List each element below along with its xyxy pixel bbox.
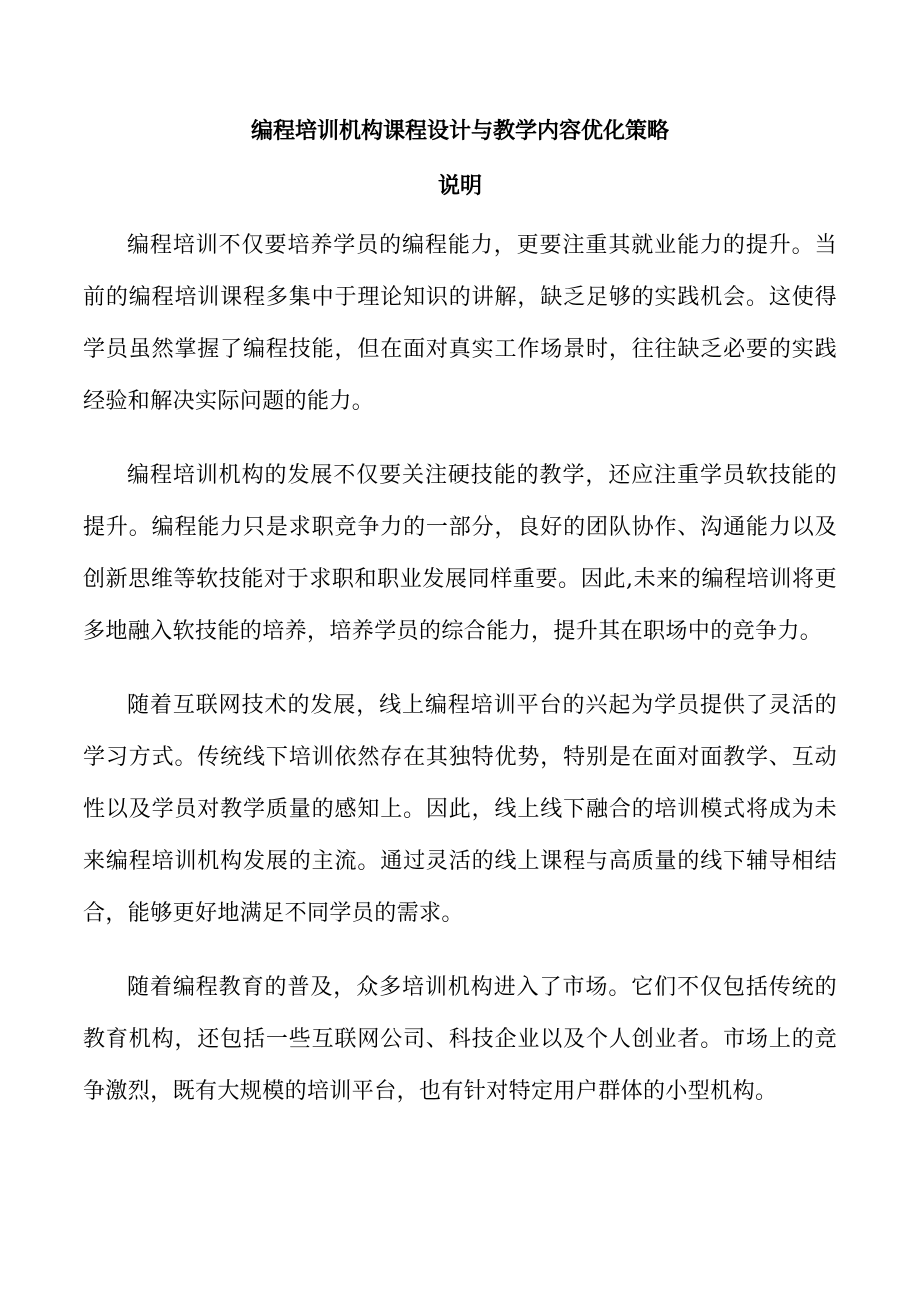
document-body [83, 220, 837, 1140]
paragraph-2: 编程培训机构的发展不仅要关注硬技能的教学，还应注重学员软技能的提升。编程能力只是求职竞争力的一部分，良好的团队协作、沟通能力以及创新思维等软技能对于求职和职业发展同样重要。因此,未来的编程培训将更多地融入软技能的培养，培养学员的综合能力，提升其在职场中的竞争力。 [83, 463, 837, 644]
paragraph-3: 随着互联网技术的发展，线上编程培训平台的兴起为学员提供了灵活的学习方式。传统线下培训依然存在其独特优势，特别是在面对面教学、互动性以及学员对教学质量的感知上。因此，线上线下融合的培训模式将成为未来编程培训机构发展的主流。通过灵活的线上课程与高质量的线下辅导相结合，能够更好地满足不同学员的需求。 [83, 693, 837, 926]
section-heading: 说明 [437, 173, 482, 199]
paragraph-1: 编程培训不仅要培养学员的编程能力，更要注重其就业能力的提升。当前的编程培训课程多集中于理论知识的讲解，缺乏足够的实践机会。这使得学员虽然掌握了编程技能，但在面对真实工作场景时，往往缺乏必要的实践经验和解决实际问题的能力。 [83, 233, 837, 414]
paragraph-4: 随着编程教育的普及，众多培训机构进入了市场。它们不仅包括传统的教育机构，还包括一些互联网公司、科技企业以及个人创业者。市场上的竞争激烈，既有大规模的培训平台，也有针对特定用户群体的小型机构。 [83, 975, 837, 1104]
document-title: 编程培训机构课程设计与教学内容优化策略 [250, 118, 669, 144]
